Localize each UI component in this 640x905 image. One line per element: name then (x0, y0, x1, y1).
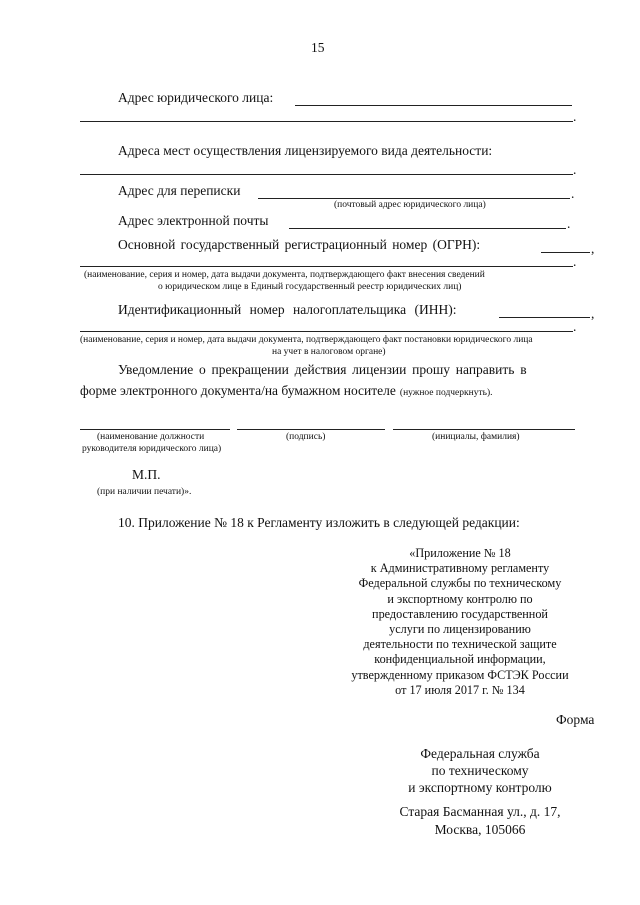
appendix-line: услуги по лицензированию (389, 622, 531, 637)
recipient-line: по техническому (431, 763, 529, 778)
appendix-line: и экспортному контролю по (387, 591, 533, 606)
inn-field-line[interactable] (499, 317, 590, 318)
ogrn-hint-1: (наименование, серия и номер, дата выдачи документа, подтверждающего факт внесения сведений (84, 270, 485, 280)
appendix-line: предоставлению государственной (372, 606, 548, 621)
address-line: Старая Басманная ул., д. 17, (399, 804, 561, 819)
address-line: Москва, 105066 (434, 822, 526, 837)
appendix-line: от 17 июля 2017 г. № 134 (395, 682, 525, 697)
notice-line-2: форме электронного документа/на бумажном носителе (80, 383, 396, 398)
appendix-header (330, 546, 590, 698)
sign-position-hint-1: (наименование должности (97, 432, 205, 442)
paragraph-10: 10. Приложение № 18 к Регламенту изложить в следующей редакции: (118, 515, 520, 530)
appendix-line: Федеральной службы по техническому (358, 576, 562, 591)
period-mark: . (573, 254, 577, 269)
legal-address-field-line[interactable] (295, 105, 572, 106)
mail-address-label: Адрес для переписки (118, 183, 241, 198)
activity-places-label: Адреса мест осуществления лицензируемого вида деятельности: (118, 143, 493, 158)
period-mark: . (573, 319, 577, 334)
email-label: Адрес электронной почты (118, 213, 269, 228)
comma-mark: , (591, 241, 595, 256)
ogrn-field-line[interactable] (541, 252, 590, 253)
activity-places-field-line[interactable] (80, 174, 573, 175)
recipient-block (360, 745, 600, 796)
legal-address-field-line-2[interactable] (80, 121, 573, 122)
page-number: 15 (311, 40, 325, 55)
sign-signature-hint: (подпись) (286, 432, 326, 442)
recipient-address-block (360, 803, 600, 839)
inn-field-line-2[interactable] (80, 331, 573, 332)
notice-line-2-wrapper (80, 382, 493, 400)
appendix-line: конфиденциальной информации, (374, 652, 546, 667)
stamp-label: М.П. (132, 467, 161, 482)
inn-label: Идентификационный номер налогоплательщика (ИНН): (118, 302, 457, 317)
period-mark: . (573, 162, 577, 177)
name-field-line[interactable] (393, 429, 575, 430)
appendix-line: утвержденному приказом ФСТЭК России (351, 667, 569, 682)
inn-hint-1: (наименование, серия и номер, дата выдачи документа, подтверждающего факт постановки юридического лица (80, 335, 533, 345)
ogrn-hint-2: о юридическом лице в Единый государственный реестр юридических лиц) (158, 282, 462, 292)
appendix-line: к Административному регламенту (370, 561, 550, 576)
period-mark: . (573, 109, 577, 124)
form-label: Форма (556, 712, 595, 727)
mail-address-hint: (почтовый адрес юридического лица) (334, 200, 486, 210)
legal-address-label: Адрес юридического лица: (118, 90, 274, 105)
position-field-line[interactable] (80, 429, 230, 430)
recipient-line: и экспортному контролю (408, 780, 552, 795)
stamp-hint: (при наличии печати)». (97, 487, 192, 497)
sign-name-hint: (инициалы, фамилия) (432, 432, 520, 442)
mail-address-field-line[interactable] (258, 198, 570, 199)
notice-hint: (нужное подчеркнуть). (399, 388, 493, 398)
inn-hint-2: на учет в налоговом органе) (272, 347, 386, 357)
appendix-line: «Приложение № 18 (409, 546, 511, 560)
ogrn-field-line-2[interactable] (80, 266, 573, 267)
period-mark: . (571, 186, 575, 201)
recipient-line: Федеральная служба (420, 746, 540, 761)
sign-position-hint-2: руководителя юридического лица) (82, 444, 222, 454)
comma-mark: , (591, 306, 595, 321)
signature-field-line[interactable] (237, 429, 385, 430)
notice-line-1: Уведомление о прекращении действия лицензии прошу направить в (118, 362, 527, 377)
period-mark: . (567, 216, 571, 231)
ogrn-label: Основной государственный регистрационный номер (ОГРН): (118, 237, 481, 252)
email-field-line[interactable] (289, 228, 566, 229)
appendix-line: деятельности по технической защите (363, 637, 557, 652)
